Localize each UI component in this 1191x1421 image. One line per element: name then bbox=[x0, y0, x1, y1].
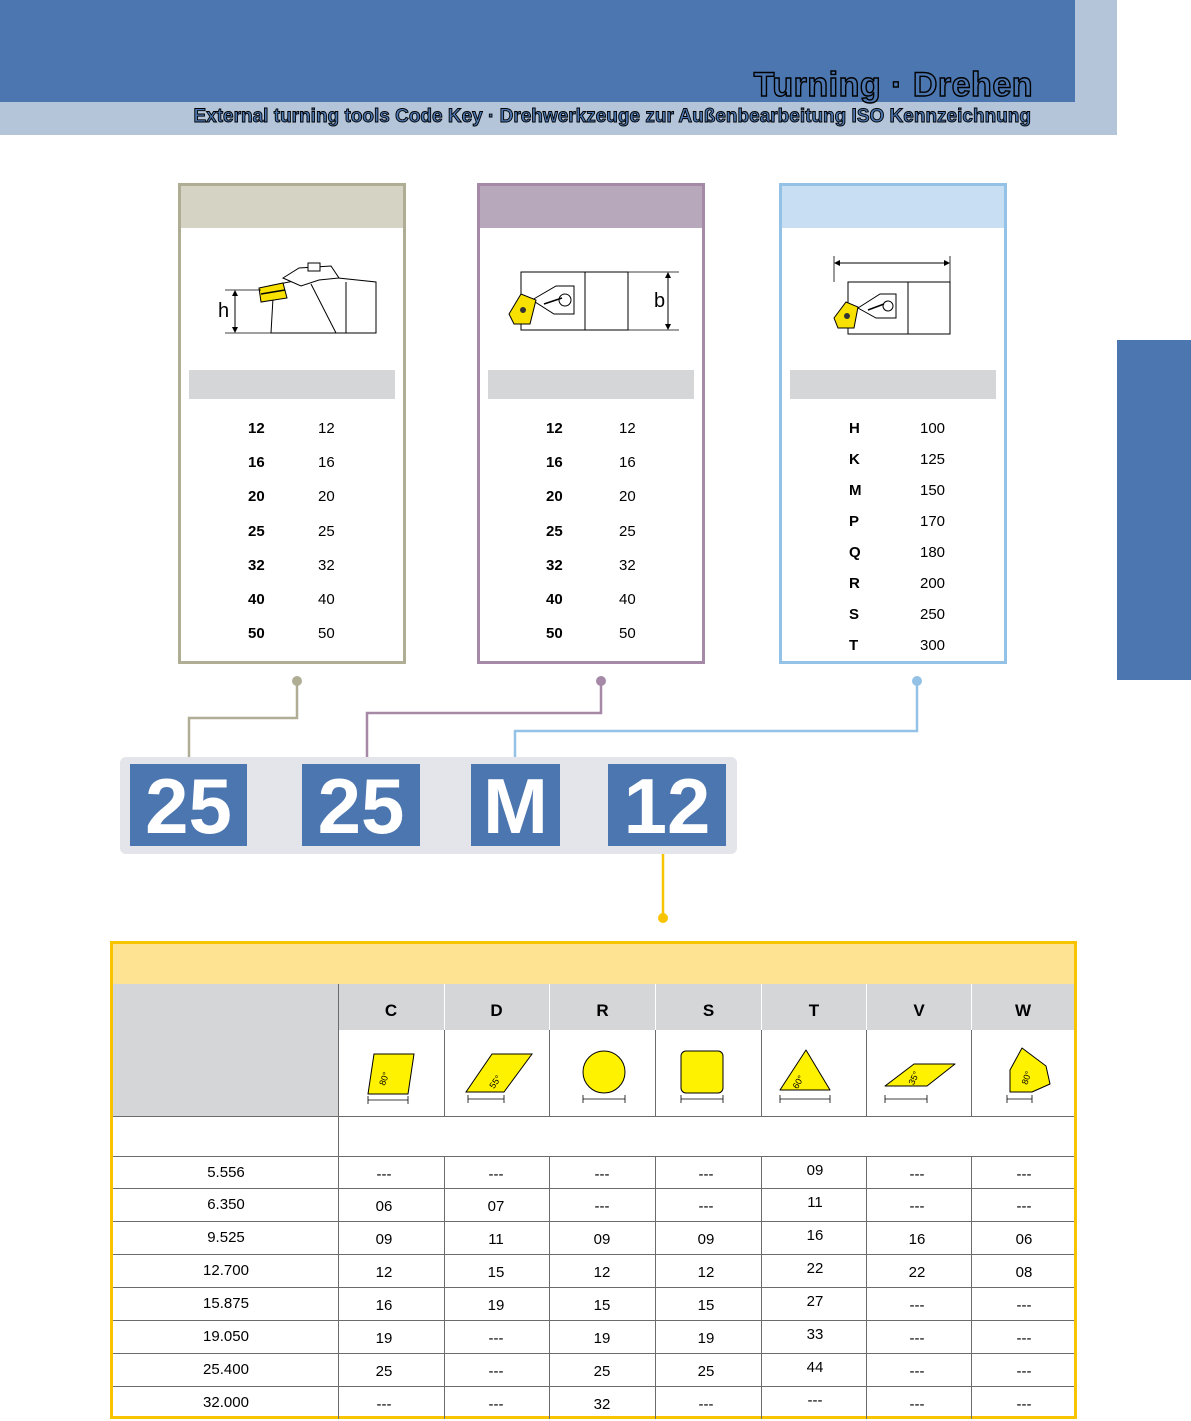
page-subtitle: External turning tools Code Key · Drehwerkzeuge zur Außenbearbeitung ISO Kennzeichnung bbox=[193, 106, 1031, 127]
code-insert: 12 bbox=[608, 764, 726, 846]
table-cell: 08 bbox=[1015, 1264, 1033, 1281]
angle-w: 80° bbox=[1019, 1069, 1034, 1086]
table-cell: --- bbox=[1016, 1166, 1032, 1183]
table-cell: 19 bbox=[487, 1297, 505, 1314]
length-value: 200 bbox=[920, 575, 946, 592]
table-cell: --- bbox=[698, 1396, 714, 1413]
insert-w-shape-icon bbox=[1007, 1048, 1050, 1103]
insert-c-shape-icon bbox=[368, 1054, 414, 1104]
grid-line bbox=[655, 1030, 656, 1116]
col-header-R: R bbox=[550, 984, 655, 1030]
table-cell: --- bbox=[376, 1166, 392, 1183]
width-code: 40 bbox=[546, 591, 563, 608]
table-cell: --- bbox=[1016, 1396, 1032, 1413]
size-header-row bbox=[113, 1116, 1074, 1156]
ic-value: 6.350 bbox=[207, 1196, 245, 1213]
table-cell: --- bbox=[909, 1363, 925, 1380]
length-code: H bbox=[849, 420, 860, 437]
page-title: Turning · Drehen bbox=[753, 66, 1033, 104]
grid-line bbox=[549, 1030, 550, 1116]
length-code: K bbox=[849, 451, 860, 468]
grid-line bbox=[761, 1030, 762, 1116]
length-value: 150 bbox=[920, 482, 946, 499]
width-value: 25 bbox=[619, 523, 636, 540]
table-cell: --- bbox=[594, 1166, 610, 1183]
table-cell: 22 bbox=[908, 1264, 926, 1281]
length-value: 250 bbox=[920, 606, 946, 623]
table-cell: 16 bbox=[908, 1231, 926, 1248]
ic-value: 5.556 bbox=[207, 1164, 245, 1181]
length-value: 170 bbox=[920, 513, 946, 530]
ic-value: 25.400 bbox=[203, 1361, 249, 1378]
length-code: R bbox=[849, 575, 860, 592]
table-cell: 44 bbox=[806, 1359, 824, 1376]
insert-shapes bbox=[338, 1030, 1074, 1116]
table-cell: --- bbox=[1016, 1297, 1032, 1314]
table-cell: 12 bbox=[375, 1264, 393, 1281]
col-header-T: T bbox=[762, 984, 866, 1030]
height-value: 25 bbox=[318, 523, 335, 540]
grid-row-line bbox=[113, 1254, 1074, 1255]
width-value: 32 bbox=[619, 557, 636, 574]
insert-t-shape-icon bbox=[780, 1050, 830, 1103]
grid-row-line bbox=[113, 1221, 1074, 1222]
length-code: M bbox=[849, 482, 862, 499]
ic-value: 15.875 bbox=[203, 1295, 249, 1312]
height-code: 16 bbox=[248, 454, 265, 471]
table-cell: --- bbox=[1016, 1330, 1032, 1347]
height-value: 12 bbox=[318, 420, 335, 437]
width-value: 20 bbox=[619, 488, 636, 505]
ic-value: 32.000 bbox=[203, 1394, 249, 1411]
height-label: h bbox=[218, 300, 230, 322]
col-header-V: V bbox=[867, 984, 971, 1030]
insert-v-shape-icon bbox=[885, 1064, 955, 1103]
insert-d-shape-icon bbox=[466, 1054, 532, 1103]
angle-v: 35° bbox=[906, 1069, 922, 1087]
ic-value: 9.525 bbox=[207, 1229, 245, 1246]
table-cell: 27 bbox=[806, 1293, 824, 1310]
height-value: 32 bbox=[318, 557, 335, 574]
grid-row-line bbox=[113, 1353, 1074, 1354]
table-cell: 09 bbox=[697, 1231, 715, 1248]
table-cell: 12 bbox=[697, 1264, 715, 1281]
table-cell: 25 bbox=[375, 1363, 393, 1380]
table-cell: 09 bbox=[593, 1231, 611, 1248]
table-cell: --- bbox=[594, 1198, 610, 1215]
width-code: 32 bbox=[546, 557, 563, 574]
ic-header-cell bbox=[113, 984, 338, 1116]
length-code: S bbox=[849, 606, 860, 623]
width-code: 20 bbox=[546, 488, 563, 505]
grid-row-line bbox=[113, 1287, 1074, 1288]
width-code: 12 bbox=[546, 420, 563, 437]
table-cell: 09 bbox=[375, 1231, 393, 1248]
table-cell: --- bbox=[909, 1330, 925, 1347]
table-cell: 22 bbox=[806, 1260, 824, 1277]
height-value: 40 bbox=[318, 591, 335, 608]
table-cell: --- bbox=[376, 1396, 392, 1413]
length-code: Q bbox=[849, 544, 861, 561]
grid-line bbox=[444, 1030, 445, 1116]
table-cell: 16 bbox=[806, 1227, 824, 1244]
height-code: 20 bbox=[248, 488, 265, 505]
table-cell: 09 bbox=[806, 1162, 824, 1179]
table-cell: --- bbox=[807, 1392, 823, 1409]
insert-s-shape-icon bbox=[681, 1051, 723, 1103]
table-cell: 25 bbox=[593, 1363, 611, 1380]
grid-line bbox=[971, 1030, 972, 1116]
table-cell: 19 bbox=[593, 1330, 611, 1347]
table-cell: --- bbox=[698, 1198, 714, 1215]
ic-value: 19.050 bbox=[203, 1328, 249, 1345]
height-code: 50 bbox=[248, 625, 265, 642]
col-header-C: C bbox=[338, 984, 444, 1030]
table-cell: --- bbox=[909, 1297, 925, 1314]
angle-c: 80° bbox=[377, 1070, 392, 1087]
height-value: 50 bbox=[318, 625, 335, 642]
table-cell: --- bbox=[488, 1363, 504, 1380]
table-cell: 16 bbox=[375, 1297, 393, 1314]
code-width: 25 bbox=[302, 764, 420, 846]
table-cell: --- bbox=[909, 1198, 925, 1215]
insert-table-header bbox=[113, 944, 1074, 984]
table-cell: --- bbox=[909, 1396, 925, 1413]
width-value: 12 bbox=[619, 420, 636, 437]
width-value: 50 bbox=[619, 625, 636, 642]
length-value: 125 bbox=[920, 451, 946, 468]
width-label: b bbox=[654, 290, 666, 312]
length-value: 100 bbox=[920, 420, 946, 437]
table-cell: --- bbox=[1016, 1198, 1032, 1215]
table-cell: 12 bbox=[593, 1264, 611, 1281]
angle-t: 60° bbox=[790, 1073, 807, 1091]
width-value: 40 bbox=[619, 591, 636, 608]
table-cell: 15 bbox=[487, 1264, 505, 1281]
table-cell: --- bbox=[909, 1166, 925, 1183]
length-value: 180 bbox=[920, 544, 946, 561]
table-cell: 06 bbox=[375, 1198, 393, 1215]
grid-row-line bbox=[113, 1188, 1074, 1189]
table-cell: 15 bbox=[593, 1297, 611, 1314]
grid-row-line bbox=[113, 1320, 1074, 1321]
code-length: M bbox=[471, 764, 560, 846]
table-cell: 19 bbox=[697, 1330, 715, 1347]
length-code: P bbox=[849, 513, 860, 530]
grid-row-line bbox=[113, 1386, 1074, 1387]
width-code: 25 bbox=[546, 523, 563, 540]
table-cell: 32 bbox=[593, 1396, 611, 1413]
table-cell: 07 bbox=[487, 1198, 505, 1215]
height-code: 25 bbox=[248, 523, 265, 540]
grid-row-line bbox=[113, 1116, 1074, 1117]
code-height: 25 bbox=[130, 764, 247, 846]
table-cell: 11 bbox=[488, 1231, 504, 1248]
table-cell: --- bbox=[488, 1396, 504, 1413]
height-code: 12 bbox=[248, 420, 265, 437]
table-cell: 11 bbox=[807, 1194, 823, 1211]
width-code: 50 bbox=[546, 625, 563, 642]
grid-row-line bbox=[113, 1156, 1074, 1157]
table-cell: --- bbox=[488, 1330, 504, 1347]
col-header-D: D bbox=[444, 984, 549, 1030]
table-cell: --- bbox=[698, 1166, 714, 1183]
table-cell: --- bbox=[1016, 1363, 1032, 1380]
col-header-W: W bbox=[972, 984, 1074, 1030]
angle-d: 55° bbox=[487, 1073, 504, 1091]
height-code: 40 bbox=[248, 591, 265, 608]
table-cell: 06 bbox=[1015, 1231, 1033, 1248]
grid-line bbox=[866, 1030, 867, 1116]
table-cell: --- bbox=[488, 1166, 504, 1183]
ic-value: 12.700 bbox=[203, 1262, 249, 1279]
length-code: T bbox=[849, 637, 859, 654]
height-value: 20 bbox=[318, 488, 335, 505]
width-value: 16 bbox=[619, 454, 636, 471]
length-value: 300 bbox=[920, 637, 946, 654]
width-code: 16 bbox=[546, 454, 563, 471]
height-code: 32 bbox=[248, 557, 265, 574]
height-value: 16 bbox=[318, 454, 335, 471]
table-cell: 33 bbox=[806, 1326, 824, 1343]
col-header-S: S bbox=[656, 984, 761, 1030]
table-cell: 25 bbox=[697, 1363, 715, 1380]
table-cell: 19 bbox=[375, 1330, 393, 1347]
table-cell: 15 bbox=[697, 1297, 715, 1314]
insert-r-shape-icon bbox=[583, 1051, 625, 1103]
